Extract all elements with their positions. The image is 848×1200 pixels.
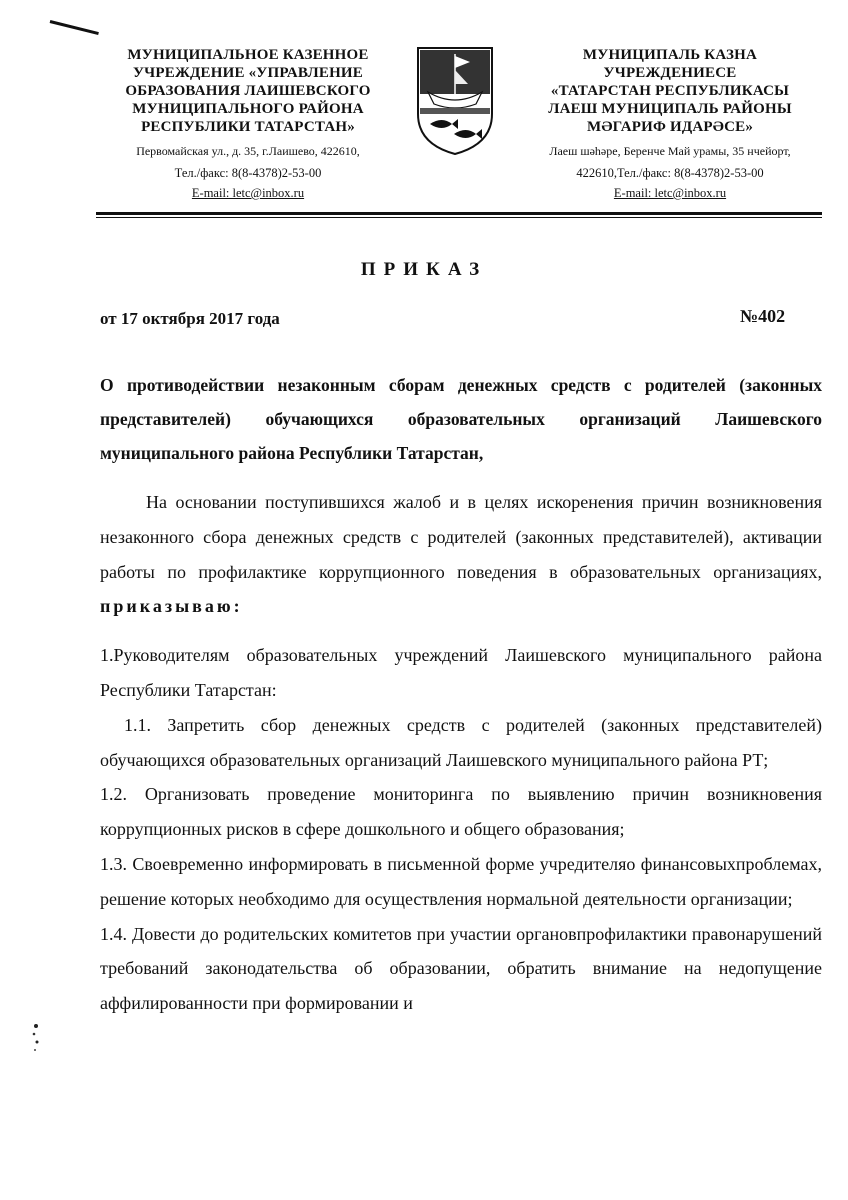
pen-mark (50, 20, 99, 35)
header-right (520, 46, 820, 202)
address-tt: Лаеш шәһәре, Беренче Май урамы, 35 нчейорт, 422610,Тел./факс: 8(8-4378)2-53-00 (520, 140, 820, 184)
org-name-tt: МУНИЦИПАЛЬ КАЗНА УЧРЕЖДЕНИЕСЕ «ТАТАРСТАН РЕСПУБЛИКАСЫ ЛАЕШ МУНИЦИПАЛЬ РАЙОНЫ МӘГАРИФ ИДАРӘСЕ» (548, 47, 792, 135)
item-1-3: 1.3. Своевременно информировать в письменной форме учредителяо финансовыхпроблемах, решение которых необходимо для осуществления нормальной деятельности организации; (100, 853, 822, 909)
order-subject: О противодействии незаконным сборам денежных средств с родителей (законных представителей) обучающихся образовательных организаций Лаишевского муниципального района Республики Татарстан, (100, 375, 822, 463)
header-rule (96, 212, 822, 215)
coat-of-arms-icon (414, 44, 496, 156)
decree-word: приказываю: (100, 596, 243, 617)
item-1-1: 1.1. Запретить сбор денежных средств с родителей (законных представителей) обучающихся образовательных организаций Лаишевского муниципального района РТ; (100, 714, 822, 770)
email-ru: E-mail: letc@inbox.ru (191, 186, 305, 200)
phone-ru: Тел./факс: 8(8-4378)2-53-00 (174, 166, 322, 180)
email-tt: E-mail: letc@inbox.ru (613, 186, 727, 200)
order-date: от 17 октября 2017 года (100, 309, 280, 328)
item-1-4: 1.4. Довести до родительских комитетов при участии органовпрофилактики правонарушений требований законодательства об образовании, обратить внимание на недопущение аффилированности при формировании и (100, 923, 822, 1014)
header-left (100, 46, 396, 202)
phone-tt: 422610,Тел./факс: 8(8-4378)2-53-00 (576, 166, 764, 180)
order-body (100, 485, 822, 1021)
scan-speck (30, 1020, 42, 1060)
preamble-text: На основании поступившихся жалоб и в целях искоренения причин возникновения незаконного сбора денежных средств с родителей (законных представителей), активации работы по профилактике коррупционного поведения в образовательных организациях, (100, 492, 822, 582)
item-1-2: 1.2. Организовать проведение мониторинга по выявлению причин возникновения коррупционных рисков в сфере дошкольного и общего образования; (100, 784, 822, 840)
preamble-paragraph (100, 485, 822, 624)
org-name-ru: МУНИЦИПАЛЬНОЕ КАЗЕННОЕ УЧРЕЖДЕНИЕ «УПРАВЛЕНИЕ ОБРАЗОВАНИЯ ЛАИШЕВСКОГО МУНИЦИПАЛЬНОГО РАЙОНА РЕСПУБЛИКИ ТАТАРСТАН» (125, 47, 371, 135)
order-title: ПРИКАЗ (360, 259, 488, 280)
order-number: №402 (740, 306, 786, 326)
item-1: 1.Руководителям образовательных учреждений Лаишевского муниципального района Республики Татарстан: (100, 645, 822, 700)
header-rule-thin (96, 217, 822, 218)
address-ru: Первомайская ул., д. 35, г.Лаишево, 422610, Тел./факс: 8(8-4378)2-53-00 (100, 140, 396, 184)
